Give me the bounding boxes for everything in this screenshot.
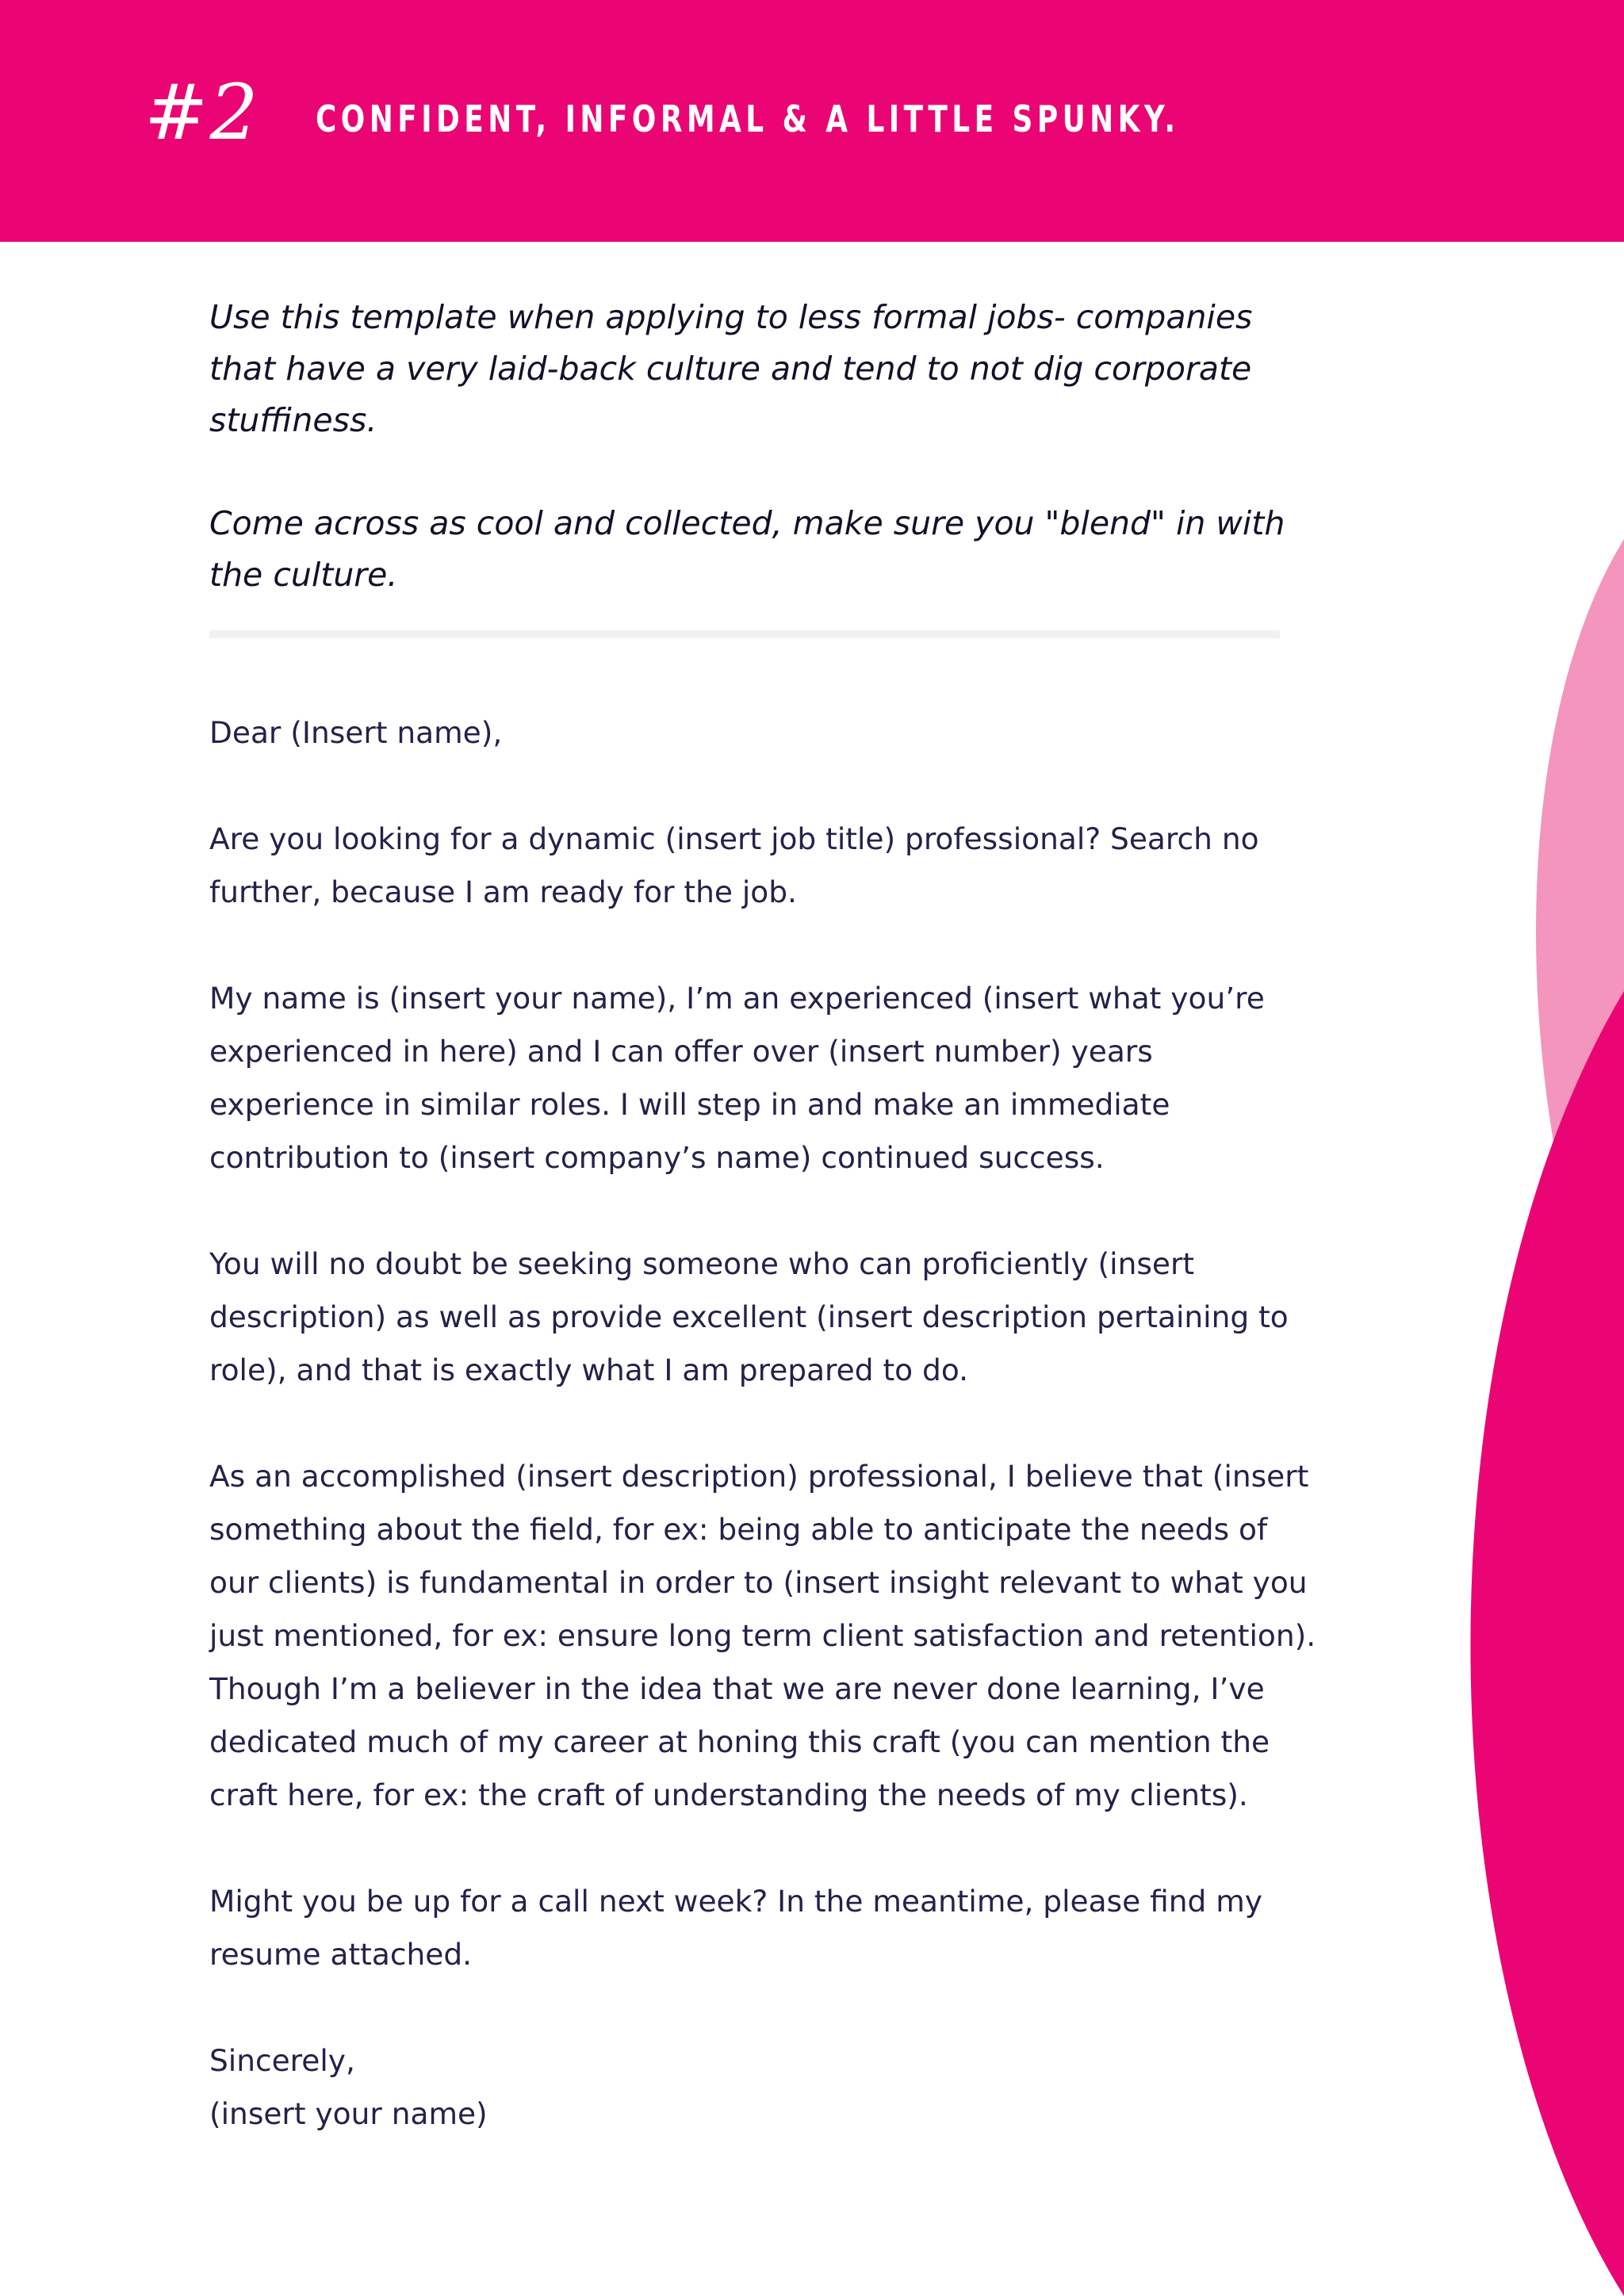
template-number: #2: [144, 68, 260, 157]
letter-paragraph: Are you looking for a dynamic (insert job title) professional? Search no further, because I am ready for the job.: [209, 821, 1259, 909]
template-intro: [209, 292, 1320, 601]
cover-letter-body: [209, 706, 1320, 2141]
template-title: CONFIDENT, INFORMAL & A LITTLE SPUNKY.: [316, 98, 1180, 140]
letter-greeting: Dear (Insert name),: [209, 715, 503, 750]
divider: [209, 630, 1280, 638]
pink-curve: [1470, 991, 1624, 2296]
letter-paragraph: My name is (insert your name), I’m an experienced (insert what you’re experienced in here) and I can offer over (insert number) years experience in similar roles. I will step in and make an immediate contribution to (insert company’s name) continued success.: [209, 981, 1265, 1175]
letter-paragraph: As an accomplished (insert description) professional, I believe that (insert something about the field, for ex: being able to anticipate the needs of our clients) is fundamental in order to (insert insight relevant to what you just mentioned, for ex: ensure long term client satisfaction and retention). Though I’m a believer in the idea that we are never done learning, I’ve dedicated much of my career at honing this craft (you can mention the craft here, for ex: the craft of understanding the needs of my clients).: [209, 1459, 1316, 1812]
letter-paragraph: You will no doubt be seeking someone who can proficiently (insert description) as well as provide excellent (insert description pertaining to role), and that is exactly what I am prepared to do.: [209, 1246, 1289, 1387]
intro-paragraph: Use this template when applying to less formal jobs- companies that have a very laid-back culture and tend to not dig corporate stuffiness.: [209, 298, 1253, 439]
intro-paragraph: Come across as cool and collected, make sure you "blend" in with the culture.: [209, 504, 1285, 594]
letter-closing: Sincerely,: [209, 2043, 355, 2078]
letter-signature: (insert your name): [209, 2096, 488, 2131]
letter-paragraph: Might you be up for a call next week? In the meantime, please find my resume attached.: [209, 1884, 1262, 1972]
